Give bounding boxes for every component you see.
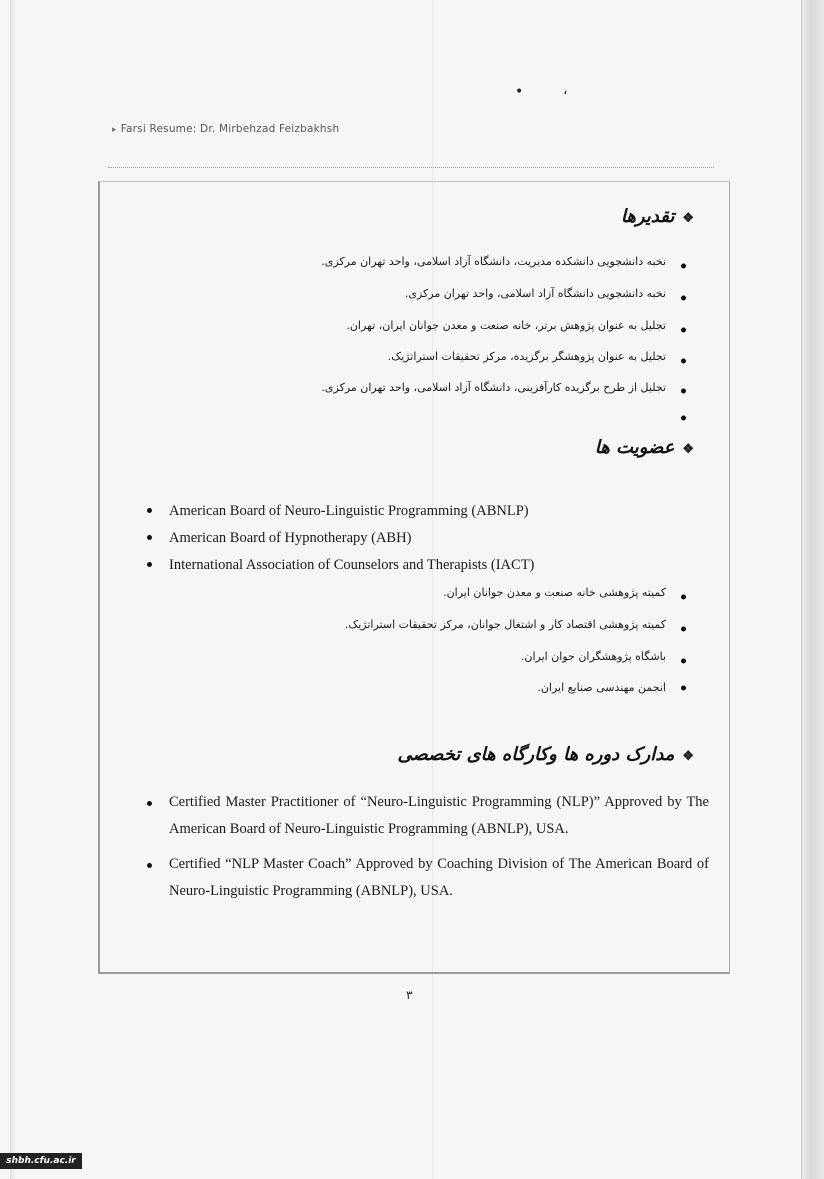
- section-heading-memberships-text: عضویت ها: [594, 437, 675, 458]
- diamond-bullet-icon: ❖: [682, 211, 694, 226]
- list-item: [145, 789, 709, 843]
- bullet-icon: [681, 264, 686, 269]
- scan-right-edge: [801, 0, 824, 1179]
- bullet-icon: [147, 535, 152, 540]
- list-item-text: American Board of Neuro-Linguistic Programming (ABNLP): [169, 503, 529, 519]
- list-item-text: نخبه دانشجویی دانشکده مدیریت، دانشگاه آزاد اسلامی، واحد تهران مرکزی.: [321, 255, 666, 268]
- bullet-icon: [681, 658, 686, 663]
- bullet-icon: [681, 358, 686, 363]
- list-item: [321, 345, 686, 376]
- list-item-text: American Board of Hypnotherapy (ABH): [169, 530, 412, 546]
- running-header-title: Farsi Resume: Dr. Mirbehzad Feizbakhsh: [120, 123, 340, 135]
- awards-list: [321, 250, 686, 430]
- running-header: [112, 123, 339, 135]
- list-item-text: تجلیل به عنوان پژوهش برتر، خانه صنعت و معدن جوانان ایران، تهران.: [346, 319, 666, 332]
- bullet-icon: [147, 801, 152, 806]
- bullet-icon: [681, 627, 686, 632]
- list-item: [145, 500, 534, 527]
- list-item-empty: [321, 406, 686, 430]
- memberships-english-list: [145, 500, 534, 576]
- diamond-bullet-icon: ❖: [682, 749, 694, 764]
- list-item: [345, 676, 686, 700]
- list-item: [145, 554, 534, 576]
- section-heading-memberships: [595, 437, 694, 458]
- bullet-icon: [681, 296, 686, 301]
- bullet-icon: [681, 595, 686, 600]
- memberships-farsi-list: [345, 581, 686, 700]
- list-item-text: انجمن مهندسی صنایع ایران.: [537, 681, 666, 694]
- page-number: ۳: [406, 988, 413, 1002]
- bullet-icon: [681, 389, 686, 394]
- site-watermark: shbh.cfu.ac.ir: [0, 1153, 82, 1169]
- section-heading-certificates-text: مدارک دوره ها وکارگاه های تخصصی: [397, 744, 675, 765]
- bullet-icon: [681, 327, 686, 332]
- list-item: [145, 527, 534, 554]
- header-divider: [108, 167, 714, 168]
- chevron-right-icon: ▸: [112, 125, 117, 135]
- section-heading-awards-text: تقدیرها: [620, 206, 675, 227]
- scan-left-edge: [10, 0, 16, 1179]
- list-item: [145, 851, 709, 905]
- list-item-text: کمیته پژوهشی خانه صنعت و معدن جوانان ایران.: [443, 586, 666, 599]
- list-item-text: Certified Master Practitioner of “Neuro-Linguistic Programming (NLP)” Approved by The American Board of Neuro-Linguistic Programming (ABNLP), USA.: [169, 794, 709, 837]
- list-item-text: باشگاه پژوهشگران جوان ایران.: [520, 650, 666, 663]
- list-item: [321, 250, 686, 282]
- section-heading-certificates: [397, 744, 694, 765]
- top-mark-comma: ،: [563, 82, 568, 98]
- list-item: [345, 645, 686, 676]
- list-item: [321, 376, 686, 406]
- list-item-text: تجلیل به عنوان پژوهشگر برگزیده، مرکز تحقیقات استراتژیک.: [387, 350, 666, 363]
- bullet-icon: [681, 686, 686, 691]
- top-marks: [515, 82, 568, 100]
- list-item: [345, 581, 686, 613]
- bullet-icon: [681, 416, 686, 421]
- diamond-bullet-icon: ❖: [682, 442, 694, 457]
- list-item-text: Certified “NLP Master Coach” Approved by Coaching Division of The American Board of Neuro-Linguistic Programming (ABNLP), USA.: [169, 856, 709, 899]
- bullet-icon: [147, 562, 152, 567]
- bullet-icon: [147, 508, 152, 513]
- bullet-icon: [147, 863, 152, 868]
- certificates-list: [145, 789, 709, 905]
- list-item-text: نخبه دانشجویی دانشگاه آزاد اسلامی، واحد تهران مرکزی.: [404, 287, 666, 300]
- section-heading-awards: [621, 206, 694, 227]
- list-item: [321, 314, 686, 345]
- top-mark-dot: •: [515, 84, 524, 100]
- list-item: [321, 282, 686, 314]
- list-item-text: تجلیل از طرح برگزیده کارآفرینی، دانشگاه آزاد اسلامی، واحد تهران مرکزی.: [321, 381, 666, 394]
- list-item: [345, 613, 686, 645]
- list-item-text: کمیته پژوهشی اقتصاد کار و اشتغال جوانان، مرکز تحقیقات استراتژیک.: [344, 618, 666, 631]
- list-item-text: International Association of Counselors and Therapists (IACT): [169, 557, 535, 573]
